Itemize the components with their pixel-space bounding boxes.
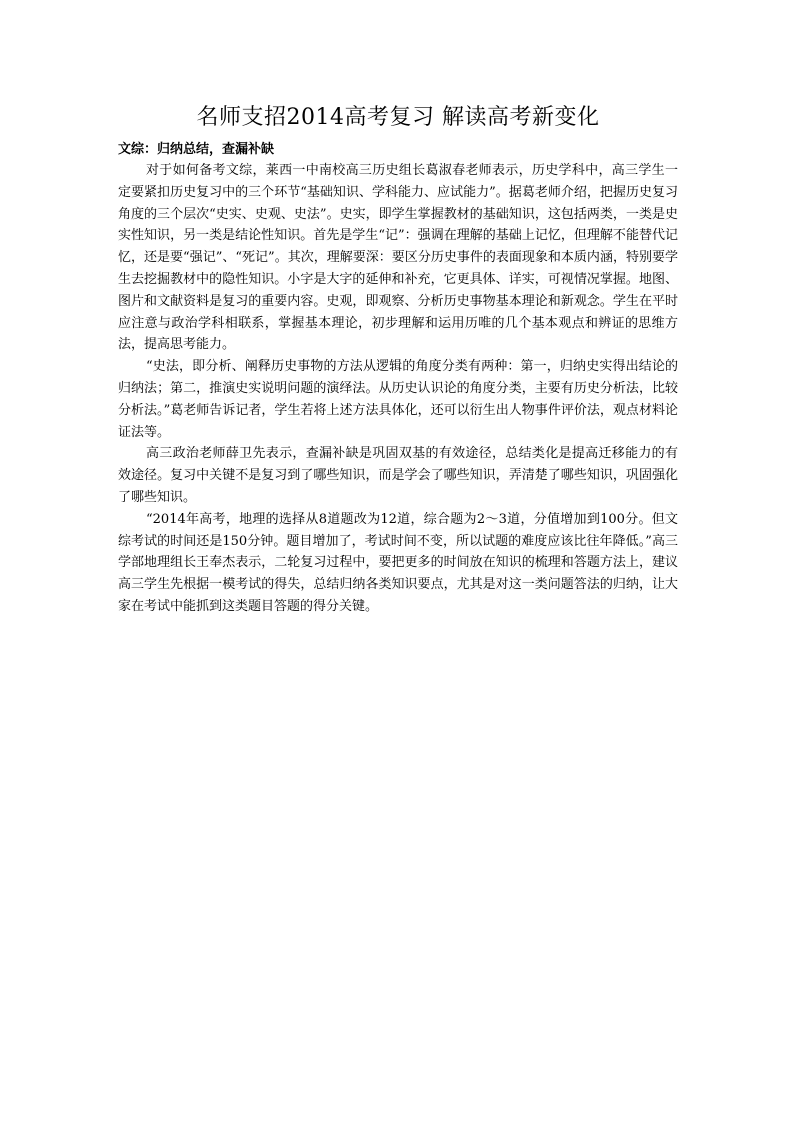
paragraph-politics: 高三政治老师薛卫先表示，查漏补缺是巩固双基的有效途径，总结类化是提高迁移能力的有效途径。复习中关键不是复习到了哪些知识，而是学会了哪些知识，弄清楚了哪些知识，巩固强化了哪些知识。 <box>118 446 678 505</box>
paragraph-history: 对于如何备考文综，莱西一中南校高三历史组长葛淑春老师表示，历史学科中，高三学生一定要紧扣历史复习中的三个环节“基础知识、学科能力、应试能力”。据葛老师介绍，把握历史复习角度的三个层次“史实、史观、史法”。史实，即学生掌握教材的基础知识，这包括两类，一类是史实性知识，另一类是结论性知识。首先是学生“记”：强调在理解的基础上记忆，但理解不能替代记忆，还是要“强记”、“死记”。其次，理解要深：要区分历史事件的表面现象和本质内涵，特别要学生去挖掘教材中的隐性知识。小字是大字的延伸和补充，它更具体、详实，可视情况掌握。地图、图片和文献资料是复习的重要内容。史观，即观察、分析历史事物基本理论和新观念。学生在平时应注意与政治学科相联系，掌握基本理论，初步理解和运用历唯的几个基本观点和辨证的思维方法，提高思考能力。 <box>118 163 678 353</box>
document-content <box>118 102 678 618</box>
section-heading: 文综：归纳总结，查漏补缺 <box>118 142 275 157</box>
document-title: 名师支招2014高考复习 解读高考新变化 <box>196 105 600 130</box>
paragraph-history-methods: “史法，即分析、阐释历史事物的方法从逻辑的角度分类有两种：第一，归纳史实得出结论的归纳法；第二，推演史实说明问题的演绎法。从历史认识论的角度分类，主要有历史分析法，比较分析法。”葛老师告诉记者，学生若将上述方法具体化，还可以衍生出人物事件评价法，观点材料论证法等。 <box>118 359 678 440</box>
paragraph-geography: “2014年高考，地理的选择从8道题改为12道，综合题为2～3道，分值增加到100分。但文综考试的时间还是150分钟。题目增加了，考试时间不变，所以试题的难度应该比往年降低。”高三学部地理组长王奉杰表示，二轮复习过程中，要把更多的时间放在知识的梳理和答题方法上，建议高三学生先根据一模考试的得失，总结归纳各类知识要点，尤其是对这一类问题答法的归纳，让大家在考试中能抓到这类题目答题的得分关键。 <box>118 511 678 614</box>
